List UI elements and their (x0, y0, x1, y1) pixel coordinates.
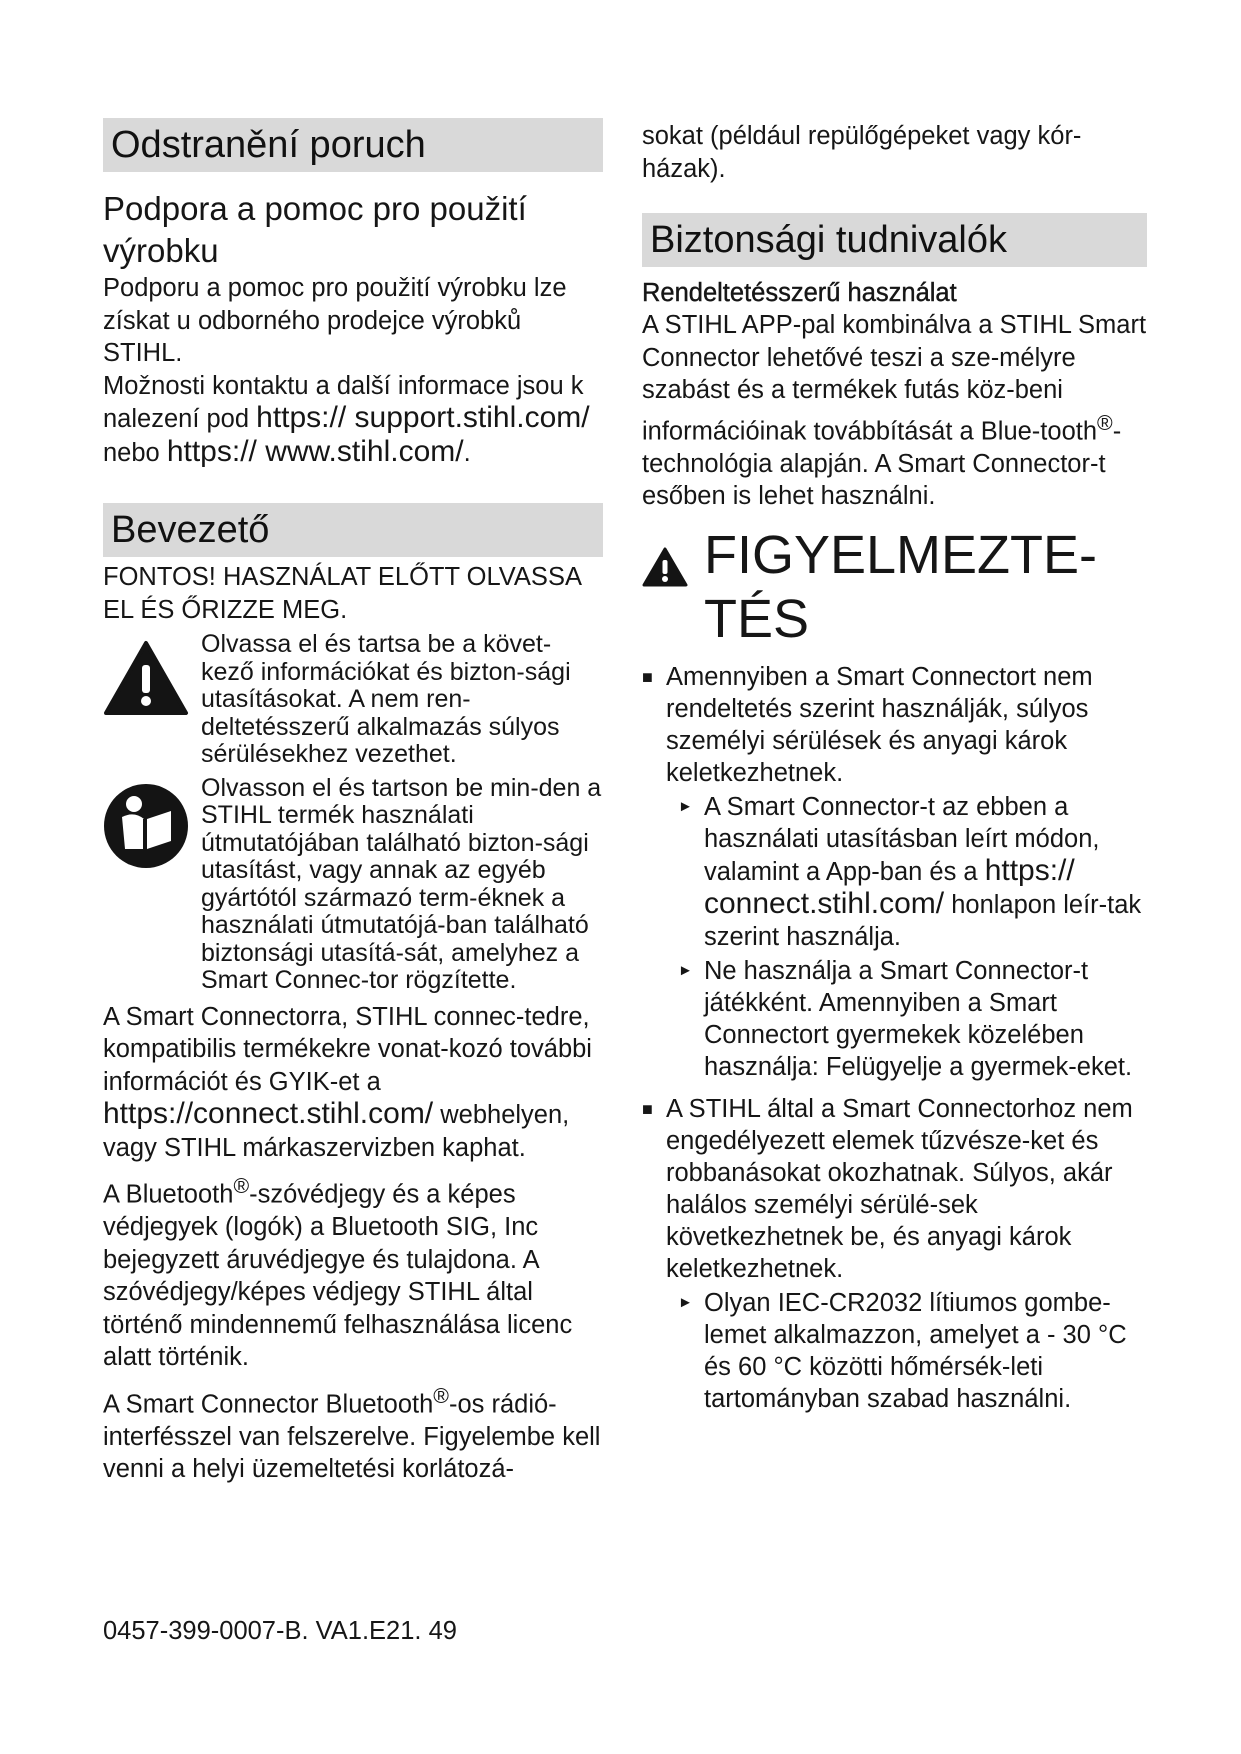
instruction-item (678, 791, 1147, 953)
period: . (463, 438, 471, 467)
info-text-end: webhelyen, vagy STIHL márkaszervizben kaphat. (103, 1101, 570, 1162)
important-notice: FONTOS! HASZNÁLAT ELŐTT OLVASSA EL ÉS ŐRIZZE MEG. (103, 563, 581, 624)
instruction-item (678, 955, 1147, 1083)
warning-heading (642, 523, 1147, 651)
contact-paragraph (103, 370, 603, 470)
warning-bullet (642, 1093, 1147, 1285)
instruction-item (678, 1287, 1147, 1415)
warning-triangle-icon (103, 631, 201, 722)
continued-paragraph: sokat (például repülőgépeket vagy kór-házak). (642, 122, 1082, 183)
stihl-link[interactable]: https:// www.stihl.com/ (166, 434, 464, 468)
warning-text-manual: Olvasson el és tartson be min-den a STIHL termék használati útmutatójában található bizton-sági utasítást, vagy annak az egyéb gyártótól származó term-éknek a használati útmutatójá-ban található biztonsági utasítá-sát, amelyhez a Smart Connec-tor rögzítette. (201, 773, 602, 994)
section-heading-troubleshooting: Odstranění poruch (103, 118, 603, 172)
square-bullet-icon: ■ (642, 666, 653, 687)
read-manual-icon (103, 775, 201, 874)
connect-link[interactable]: https://connect.stihl.com/ (103, 1097, 434, 1130)
section-heading-intro: Bevezető (103, 503, 603, 557)
bullet-text: A STIHL által a Smart Connectorhoz nem engedélyezett elemek tűzvésze-ket és robbanásokat okozhatnak. Súlyos, akár halálos személyi sérülé-sek következhetnek be, és anyagi károk keletkezhetnek. (666, 1094, 1133, 1283)
registered-mark: ® (433, 1383, 449, 1408)
subheading-support: Podpora a pomoc pro použití výrobku (103, 190, 527, 269)
warning-triangle-icon (642, 523, 704, 592)
instruction-text-end: honlapon leír-tak szerint használja. (704, 890, 1142, 951)
warning-row-manual (103, 775, 603, 995)
bullet-text: Amennyiben a Smart Connectort nem rendeltetés szerint használják, súlyos személyi sérülések és anyagi károk keletkezhetnek. (666, 662, 1093, 787)
radio-text: A Smart Connector Bluetooth (103, 1390, 434, 1418)
warning-row-general (103, 631, 603, 769)
instruction-text (704, 791, 1147, 953)
warning-bullet (642, 661, 1147, 789)
instruction-text-start: A Smart Connector-t az ebben a használati utasításban leírt módon, valamint a App-ban és a (704, 792, 1100, 886)
right-column (642, 120, 1147, 1415)
registered-mark: ® (233, 1174, 250, 1198)
instruction-text: Ne használja a Smart Connector-t játékként. Amennyiben a Smart Connectort gyermekek közelében használja: Felügyelje a gyermek-eket. (704, 956, 1133, 1081)
intended-use-text-end: -technológia alapján. A Smart Connector-t esőben is lehet használni. (642, 417, 1122, 510)
radio-interface-paragraph (103, 1380, 603, 1486)
info-paragraph (103, 1001, 603, 1165)
intended-use-paragraph (642, 309, 1147, 513)
connect-link[interactable]: https:// connect.stihl.com/ (704, 853, 1075, 920)
intended-use-title: Rendeltetésszerű használat (642, 279, 957, 307)
page-footer: 0457-399-0007-B. VA1.E21. 49 (103, 1617, 457, 1645)
support-paragraph: Podporu a pomoc pro použití výrobku lze získat u odborného prodejce výrobků STIHL. (103, 274, 567, 367)
left-column (103, 118, 603, 1486)
info-text: A Smart Connectorra, STIHL connec-tedre, kompatibilis termékekre vonat-kozó további információt és GYIK-et a (103, 1002, 592, 1096)
radio-text-end: -os rádió-interfésszel van felszerelve. Figyelembe kell venni a helyi üzemeltetési korlátozá- (103, 1390, 601, 1483)
warning-title: FIGYELMEZTE-TÉS (704, 524, 1098, 649)
bluetooth-text: A Bluetooth (103, 1180, 234, 1209)
section-heading-safety: Biztonsági tudnivalók (642, 213, 1147, 267)
registered-mark: ® (1097, 410, 1113, 435)
support-link[interactable]: https:// support.stihl.com/ (256, 401, 590, 434)
bluetooth-trademark-paragraph (103, 1170, 603, 1374)
arrow-bullet-icon: ► (678, 961, 693, 979)
arrow-bullet-icon: ► (678, 1293, 693, 1311)
arrow-bullet-icon: ► (678, 797, 693, 815)
contact-text: Možnosti kontaktu a další informace jsou k nalezení pod (103, 371, 584, 433)
trademark-text: -szóvédjegy és a képes védjegyek (logók) a Bluetooth SIG, Inc bejegyzett áruvédjegye és tulajdona. A szóvédjegy/képes védjegy STIHL által történő mindennemű felhasználása licenc alatt történik. (103, 1180, 573, 1371)
instruction-text: Olyan IEC-CR2032 lítiumos gombe-lemet alkalmazzon, amelyet a - 30 °C és 60 °C közötti hőmérsék-leti tartományban szabad használni. (704, 1288, 1127, 1413)
warning-text-general: Olvassa el és tartsa be a követ-kező információkat és bizton-sági utasításokat. A nem ren-deltetésszerű alkalmazás súlyos sérülésekhez vezethet. (201, 630, 571, 768)
conjunction-text: nebo (103, 438, 160, 467)
square-bullet-icon: ■ (642, 1098, 653, 1119)
intended-use-text: A STIHL APP-pal kombinálva a STIHL Smart Connector lehetővé teszi a sze-mélyre szabást és a termékek futás köz-beni információinak továbbítását a Blue-tooth (642, 311, 1147, 445)
